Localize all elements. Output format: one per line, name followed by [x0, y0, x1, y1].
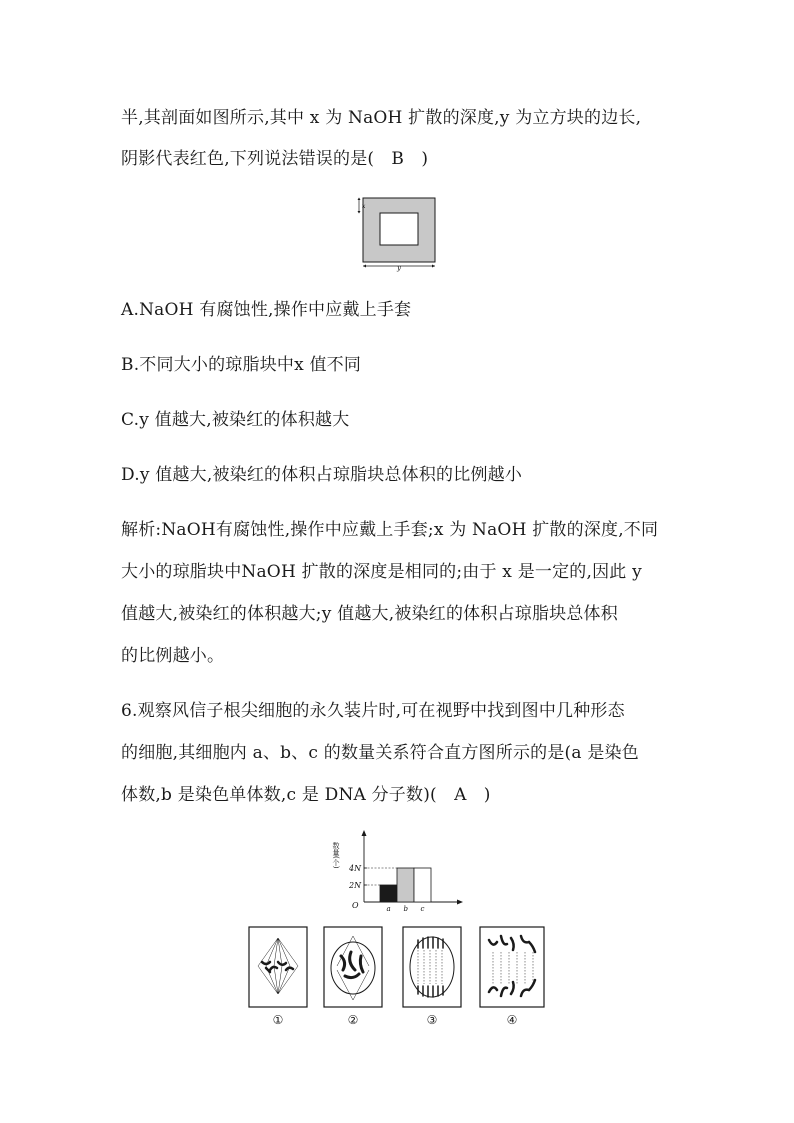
question-text-line-1: 半,其剖面如图所示,其中 x 为 NaOH 扩散的深度,y 为立方块的边长, — [121, 108, 642, 128]
option-c: C.y 值越大,被染红的体积越大 — [121, 410, 350, 430]
bar-a — [380, 885, 397, 902]
x-tick-label-b: b — [403, 905, 408, 913]
q6-line-2: 的细胞,其细胞内 a、b、c 的数量关系符合直方图所示的是(a 是染色 — [121, 743, 639, 763]
cell-label-2: ② — [347, 1013, 359, 1027]
cell-label-4: ④ — [506, 1013, 518, 1027]
y-dimension-label: y — [397, 264, 401, 272]
y-axis-label: 数量(个) — [332, 842, 340, 869]
origin-label: O — [352, 901, 359, 910]
x-dimension-label: x — [362, 203, 366, 210]
analysis-line-1: 解析:NaOH有腐蚀性,操作中应戴上手套;x 为 NaOH 扩散的深度,不同 — [121, 520, 659, 540]
option-b: B.不同大小的琼脂块中x 值不同 — [121, 355, 362, 375]
cell-figure-3 — [402, 926, 462, 1008]
cell-figure-2 — [323, 926, 383, 1008]
option-d: D.y 值越大,被染红的体积占琼脂块总体积的比例越小 — [121, 465, 523, 485]
q6-line-1: 6.观察风信子根尖细胞的永久装片时,可在视野中找到图中几种形态 — [121, 701, 625, 721]
cell-label-1: ① — [272, 1013, 284, 1027]
bar-b — [397, 868, 414, 902]
cell-figure-4 — [479, 926, 545, 1008]
bar-c — [414, 868, 431, 902]
analysis-line-2: 大小的琼脂块中NaOH 扩散的深度是相同的;由于 x 是一定的,因此 y — [121, 562, 642, 582]
x-tick-label-a: a — [386, 905, 391, 913]
cube-cross-section-figure — [356, 194, 442, 272]
option-a: A.NaOH 有腐蚀性,操作中应戴上手套 — [121, 300, 412, 320]
histogram-svg — [330, 828, 465, 914]
analysis-line-4: 的比例越小。 — [121, 646, 225, 666]
cell-figure-1 — [248, 926, 308, 1008]
q6-line-3: 体数,b 是染色单体数,c 是 DNA 分子数)( A ) — [121, 785, 491, 805]
analysis-line-3: 值越大,被染红的体积越大;y 值越大,被染红的体积占琼脂块总体积 — [121, 604, 618, 624]
histogram-figure — [330, 828, 465, 914]
x-tick-label-c: c — [420, 905, 425, 913]
question-text-line-2: 阴影代表红色,下列说法错误的是( B ) — [121, 149, 429, 169]
cell-label-3: ③ — [426, 1013, 438, 1027]
y-tick-label-1: 2N — [349, 881, 362, 890]
y-tick-label-2: 4N — [349, 864, 362, 873]
